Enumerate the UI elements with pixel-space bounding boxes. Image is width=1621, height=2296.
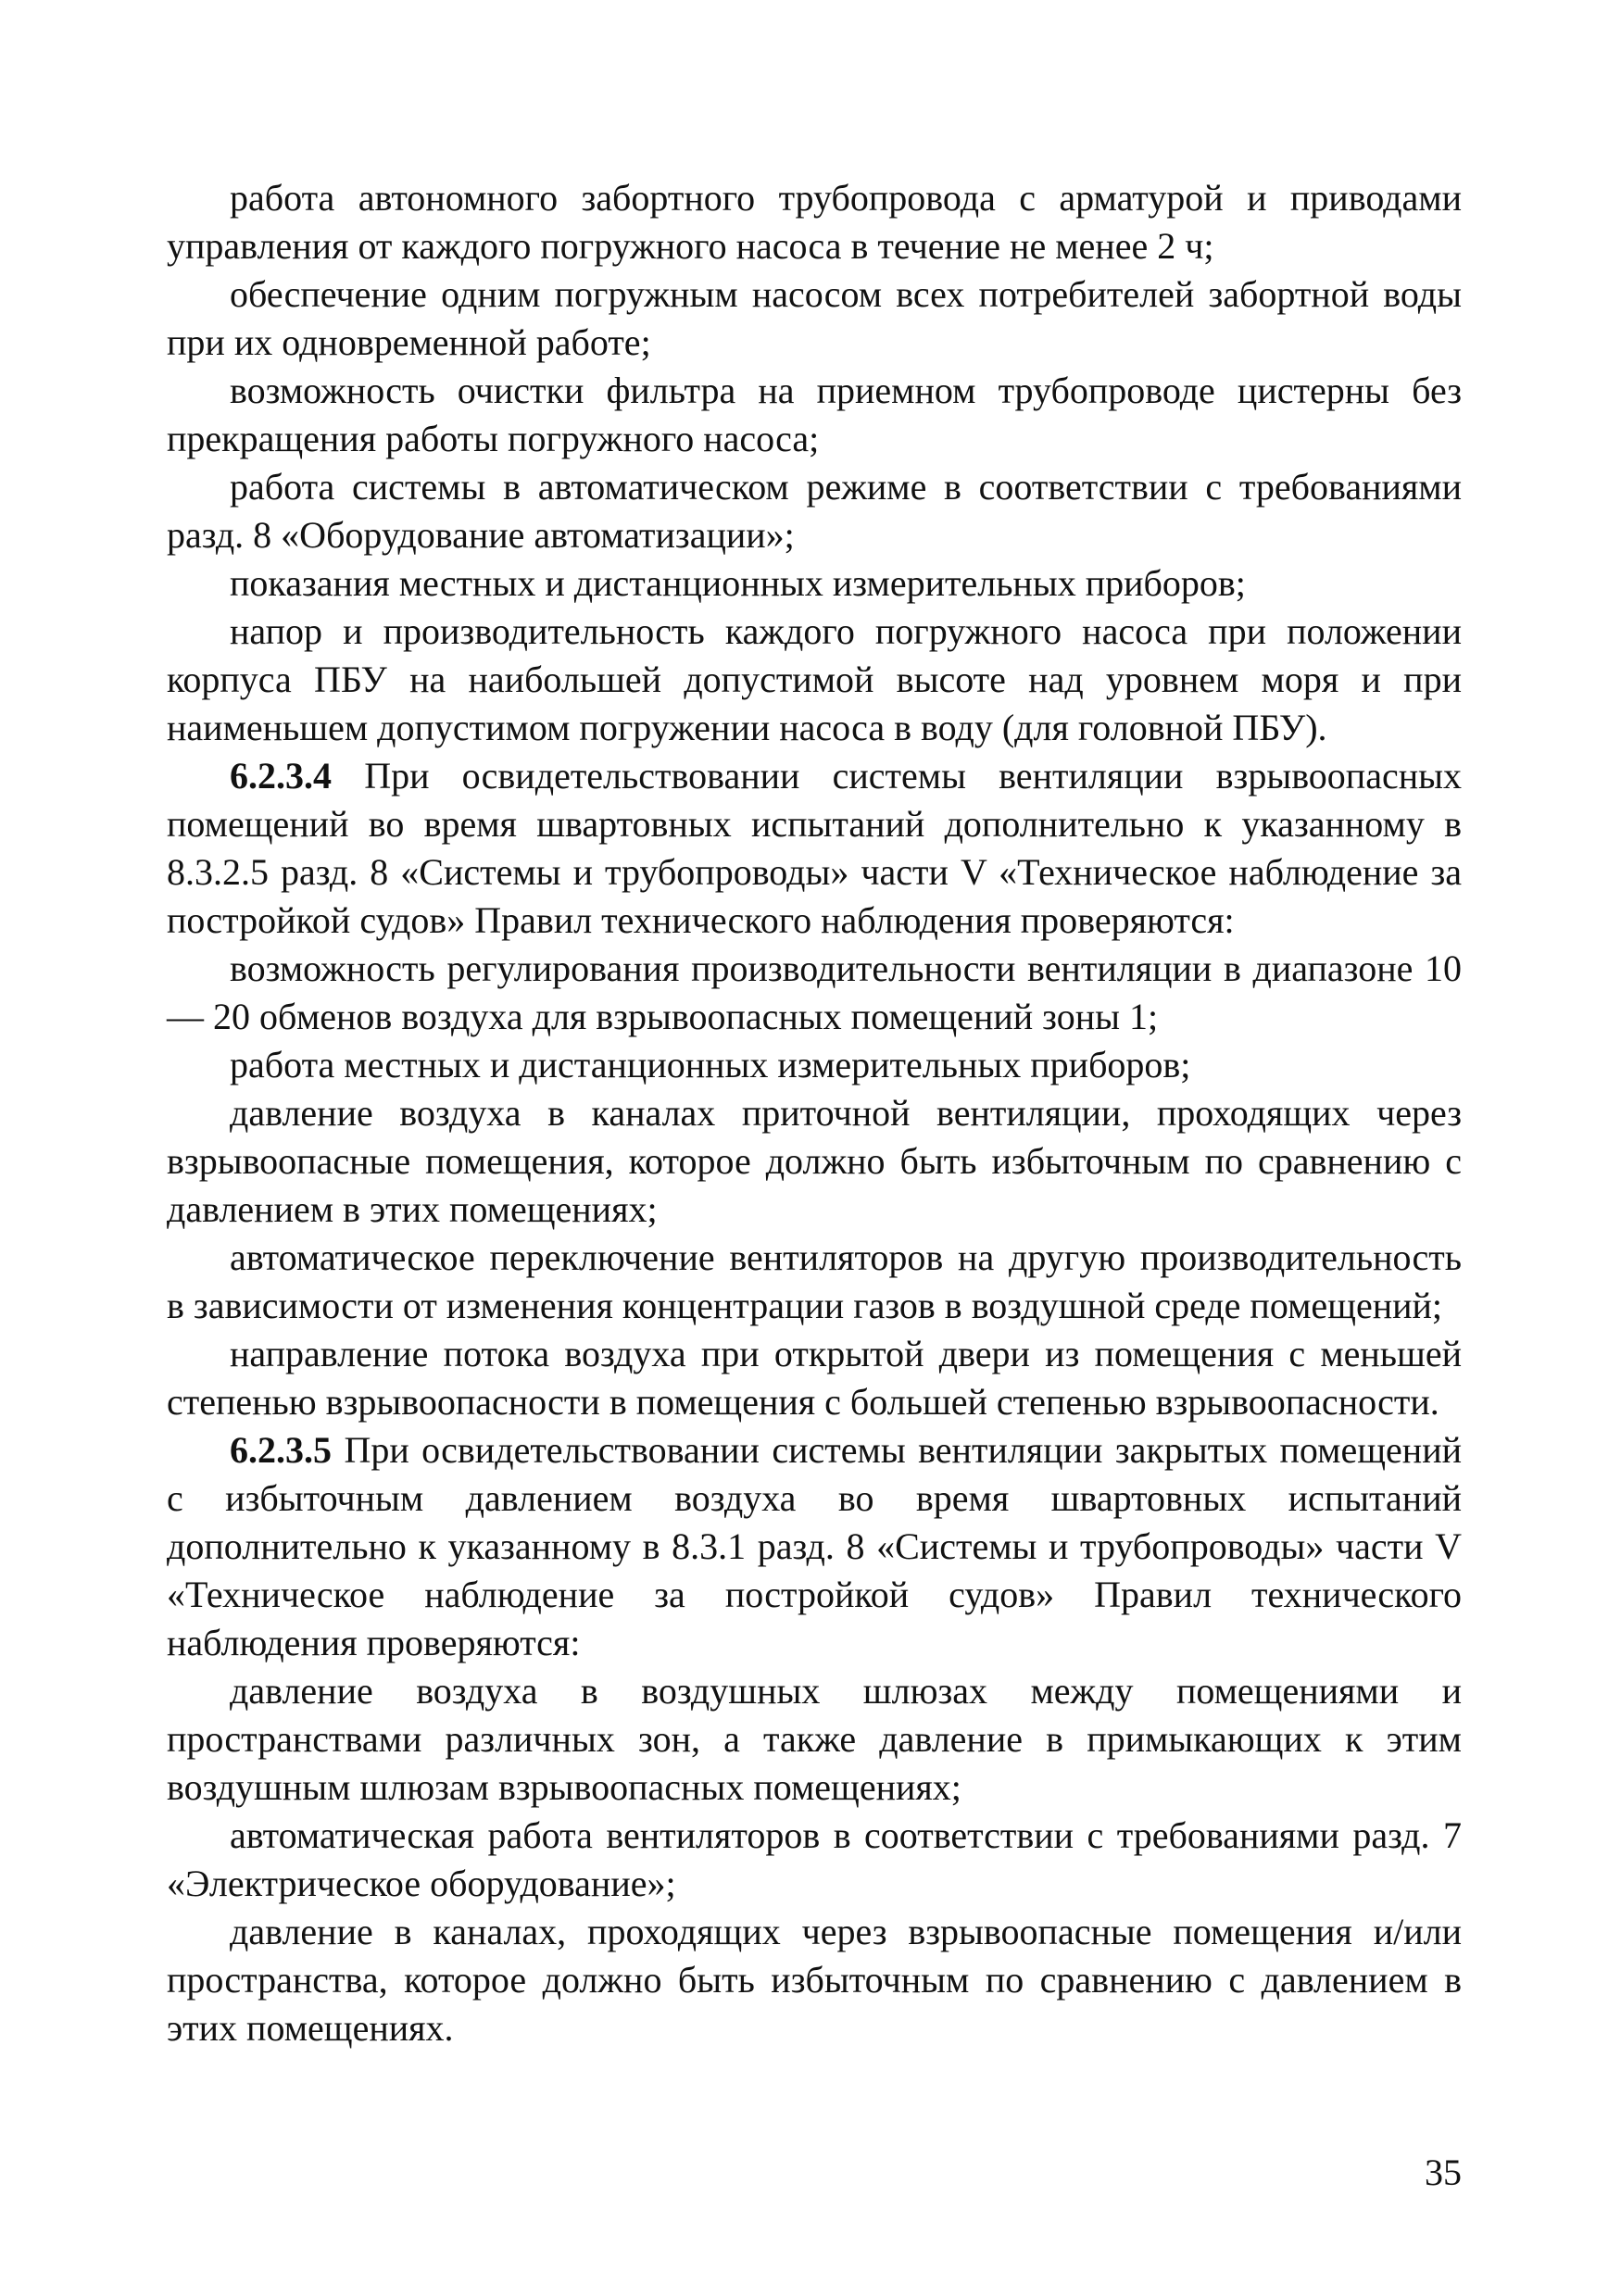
paragraph-4 — [167, 463, 1462, 559]
paragraph-text: давление в каналах, проходящих через взрывоопасные помещения и/или пространства, которое должно быть избыточным по сравнению с давлением в этих помещениях. — [167, 1911, 1462, 2049]
paragraph-text: автоматическая работа вентиляторов в соответствии с требованиями разд. 7 «Электрическое оборудование»; — [167, 1814, 1462, 1904]
clause-number: 6.2.3.5 — [230, 1429, 332, 1471]
paragraph-text: показания местных и дистанционных измерительных приборов; — [230, 562, 1246, 604]
paragraph-11 — [167, 1234, 1462, 1330]
paragraph-1 — [167, 174, 1462, 270]
paragraph-6 — [167, 608, 1462, 752]
paragraph-text: работа местных и дистанционных измерительных приборов; — [230, 1044, 1191, 1085]
paragraph-text: возможность очистки фильтра на приемном трубопроводе цистерны без прекращения работы погружного насоса; — [167, 370, 1462, 459]
paragraph-13 — [167, 1426, 1462, 1667]
paragraph-3 — [167, 367, 1462, 463]
paragraph-text: давление воздуха в воздушных шлюзах между помещениями и пространствами различных зон, а также давление в примыкающих к этим воздушным шлюзам взрывоопасных помещениях; — [167, 1670, 1462, 1808]
paragraph-text: работа автономного забортного трубопровода с арматурой и приводами управления от каждого погружного насоса в течение не менее 2 ч; — [167, 177, 1462, 267]
paragraph-text: возможность регулирования производительности вентиляции в диапазоне 10 — 20 обменов воздуха для взрывоопасных помещений зоны 1; — [167, 947, 1462, 1037]
paragraph-8 — [167, 945, 1462, 1041]
paragraph-10 — [167, 1089, 1462, 1234]
paragraph-9 — [167, 1041, 1462, 1089]
paragraph-14 — [167, 1667, 1462, 1812]
paragraph-text: обеспечение одним погружным насосом всех потребителей забортной воды при их одновременной работе; — [167, 273, 1462, 363]
paragraph-text: автоматическое переключение вентиляторов на другую производительность в зависимости от изменения концентрации газов в воздушной среде помещений; — [167, 1236, 1462, 1326]
paragraph-15 — [167, 1812, 1462, 1908]
paragraph-16 — [167, 1908, 1462, 2052]
page-number: 35 — [1425, 2152, 1462, 2193]
document-body — [167, 174, 1462, 2052]
paragraph-7 — [167, 752, 1462, 945]
paragraph-text: работа системы в автоматическом режиме в соответствии с требованиями разд. 8 «Оборудование автоматизации»; — [167, 466, 1462, 556]
paragraph-5 — [167, 559, 1462, 608]
paragraph-2 — [167, 270, 1462, 367]
paragraph-text: При освидетельствовании системы вентиляции взрывоопасных помещений во время швартовных испытаний дополнительно к указанному в 8.3.2.5 разд. 8 «Системы и трубопроводы» части V «Техническое наблюдение за постройкой судов» Правил технического наблюдения проверяются: — [167, 755, 1462, 941]
paragraph-text: направление потока воздуха при открытой двери из помещения с меньшей степенью взрывоопасности в помещения с большей степенью взрывоопасности. — [167, 1333, 1462, 1423]
clause-number: 6.2.3.4 — [230, 755, 332, 797]
paragraph-12 — [167, 1330, 1462, 1426]
paragraph-text: При освидетельствовании системы вентиляции закрытых помещений с избыточным давлением воздуха во время швартовных испытаний дополнительно к указанному в 8.3.1 разд. 8 «Системы и трубопроводы» части V «Техническое наблюдение за постройкой судов» Правил технического наблюдения проверяются: — [167, 1429, 1462, 1663]
paragraph-text: напор и производительность каждого погружного насоса при положении корпуса ПБУ на наибольшей допустимой высоте над уровнем моря и при наименьшем допустимом погружении насоса в воду (для головной ПБУ). — [167, 610, 1462, 748]
paragraph-text: давление воздуха в каналах приточной вентиляции, проходящих через взрывоопасные помещения, которое должно быть избыточным по сравнению с давлением в этих помещениях; — [167, 1092, 1462, 1230]
